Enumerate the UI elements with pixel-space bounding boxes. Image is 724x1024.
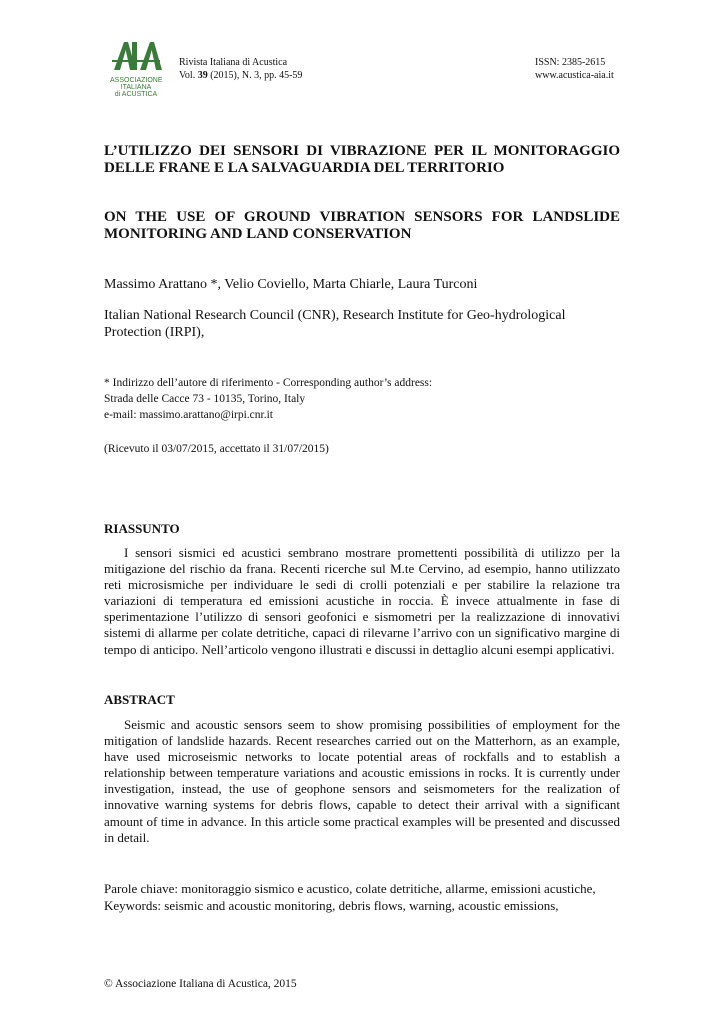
title-english: ON THE USE OF GROUND VIBRATION SENSORS FOR LANDSLIDE MONITORING AND LAND CONSERVATION — [104, 209, 620, 242]
parole-chiave: Parole chiave: monitoraggio sismico e acustico, colate detritiche, allarme, emissioni acustiche, — [104, 881, 596, 896]
volume-prefix: Vol. — [179, 70, 198, 81]
riassunto-heading: RIASSUNTO — [104, 521, 180, 536]
volume-details: (2015), N. 3, pp. 45-59 — [207, 70, 303, 81]
riassunto-text: I sensori sismici ed acustici sembrano mostrare promettenti possibilità di utilizzo per la mitigazione del rischio da frana. Recenti ricerche sul M.te Cervino, ad esempio, hanno utilizzato reti microsismiche per individuare le sedi di crolli potenziali e per stabilire la relazione tra variazioni di temperatura ed emissioni acustiche in roccia. È invece attualmente in fase di sperimentazione l’utilizzo di sensori geofonici e sismometri per la realizzazione di innovativi sistemi di allarme per colate detritiche, capaci di rilevarne l’arrivo con un significativo margine di tempo di anticipo. Nell’articolo vengono illustrati e discussi in dettaglio alcuni esempi applicativi. — [104, 545, 620, 657]
author-email[interactable]: e-mail: massimo.arattano@irpi.cnr.it — [104, 409, 273, 421]
abstract-text: Seismic and acoustic sensors seem to show promising possibilities of employment for the mitigation of landslide hazards. Recent researches carried out on the Matterhorn, as an example, have used microseismic networks to locate potential areas of rockfalls and to establish a relationship between temperature variations and acoustic emissions in rocks. It is currently under investigation, instead, the use of geophone sensors and seismometers for the realization of innovative warning systems for debris flows, capable to detect their arrival with a significant amount of time in advance. In this article some practical examples will be presented and discussed in detail. — [104, 717, 620, 845]
journal-logo — [110, 38, 162, 96]
volume-number: 39 — [197, 70, 208, 81]
keywords: Keywords: seismic and acoustic monitoring, debris flows, warning, acoustic emissions, — [104, 898, 559, 913]
corresponding-author-label: * Indirizzo dell’autore di riferimento - Corresponding author’s address: — [104, 377, 433, 389]
journal-issn: ISSN: 2385-2615 — [535, 57, 606, 68]
title-italian: L’UTILIZZO DEI SENSORI DI VIBRAZIONE PER IL MONITORAGGIO DELLE FRANE E LA SALVAGUARDIA DEL TERRITORIO — [104, 143, 620, 176]
abstract-heading: ABSTRACT — [104, 692, 175, 707]
journal-name: Rivista Italiana di Acustica — [179, 57, 288, 68]
author-address: Strada delle Cacce 73 - 10135, Torino, Italy — [104, 393, 306, 405]
aia-logo-icon — [110, 38, 162, 72]
journal-website[interactable]: www.acustica-aia.it — [535, 70, 614, 81]
logo-text-line-1: ASSOCIAZIONE — [110, 77, 163, 84]
affiliation: Italian National Research Council (CNR), Research Institute for Geo-hydrological Protection (IRPI), — [104, 308, 566, 340]
logo-text-line-3: di ACUSTICA — [114, 91, 158, 98]
received-dates: (Ricevuto il 03/07/2015, accettato il 31/07/2015) — [104, 443, 329, 455]
logo-text-line-2: ITALIANA — [120, 84, 152, 91]
copyright-footer: © Associazione Italiana di Acustica, 2015 — [104, 978, 297, 990]
journal-volume — [179, 69, 302, 82]
author-list: Massimo Arattano *, Velio Coviello, Marta Chiarle, Laura Turconi — [104, 277, 478, 292]
